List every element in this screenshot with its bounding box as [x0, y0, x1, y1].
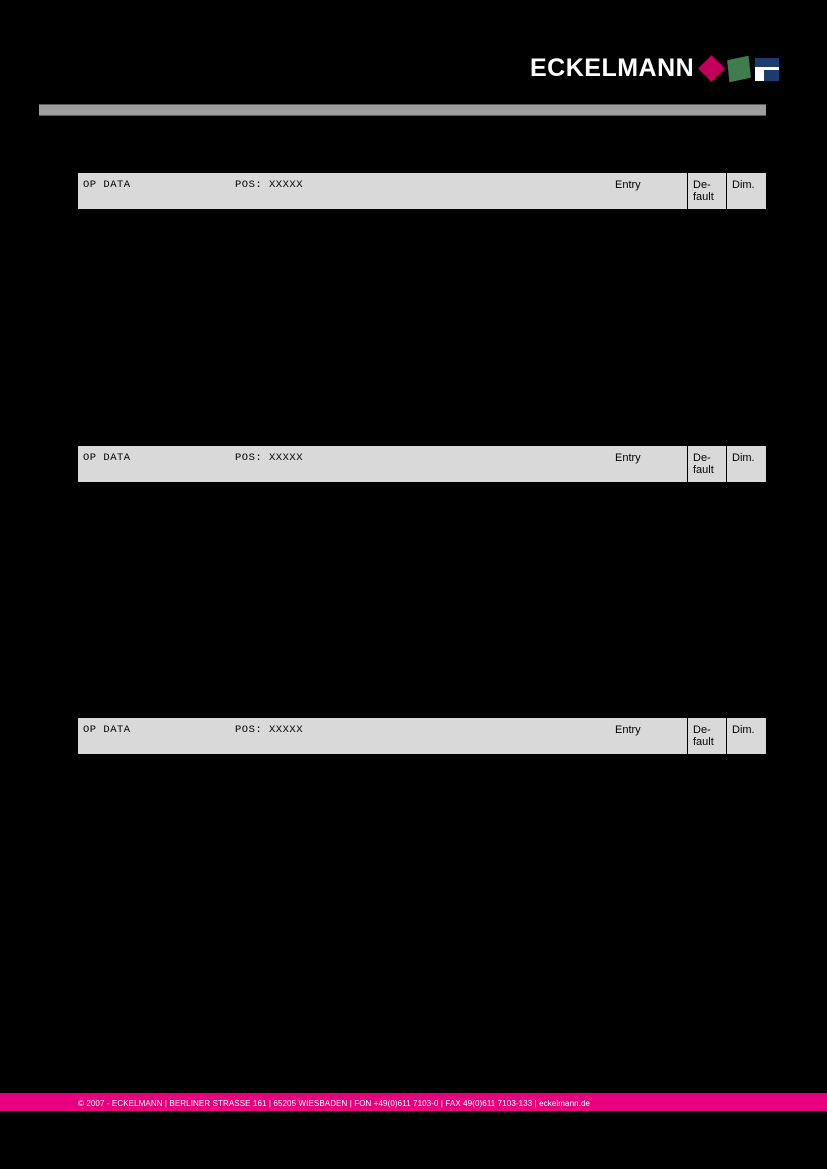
table-header-row [78, 445, 766, 483]
column-header-pos: POS: XXXXX [235, 452, 304, 464]
column-header-entry: Entry [610, 718, 688, 754]
column-header-default: De- fault [688, 446, 727, 482]
column-header-op-data: OP DATA [83, 724, 131, 736]
column-header-dim: Dim. [732, 179, 755, 191]
table-header-row [78, 717, 766, 755]
header-divider-bar [39, 104, 766, 116]
column-header-dim: Dim. [732, 452, 755, 464]
eckelmann-logo [530, 52, 780, 84]
flag-icon [754, 55, 780, 81]
column-header-entry: Entry [610, 446, 688, 482]
column-header-op-data: OP DATA [83, 179, 131, 191]
op-data-table-2 [78, 445, 766, 483]
column-header-entry: Entry [610, 173, 688, 209]
column-header-op-data: OP DATA [83, 452, 131, 464]
logo-wordmark: ECKELMANN [530, 53, 695, 82]
op-data-table-1 [78, 172, 766, 210]
square-icon [726, 55, 752, 81]
footer-copyright: © 2007 - ECKELMANN | BERLINER STRASSE 161 | 65205 WIESBADEN | FON +49(0)611 7103-0 | FAX 49(0)611 7103-133 | eckelmann.de [78, 1099, 591, 1108]
page-header [0, 0, 827, 120]
column-header-default: De- fault [688, 718, 727, 754]
logo-marks [698, 54, 780, 82]
column-header-pos: POS: XXXXX [235, 724, 304, 736]
column-header-dim: Dim. [732, 724, 755, 736]
op-data-table-3 [78, 717, 766, 755]
column-header-default: De- fault [688, 173, 727, 209]
table-header-row [78, 172, 766, 210]
diamond-icon [698, 55, 724, 81]
column-header-pos: POS: XXXXX [235, 179, 304, 191]
